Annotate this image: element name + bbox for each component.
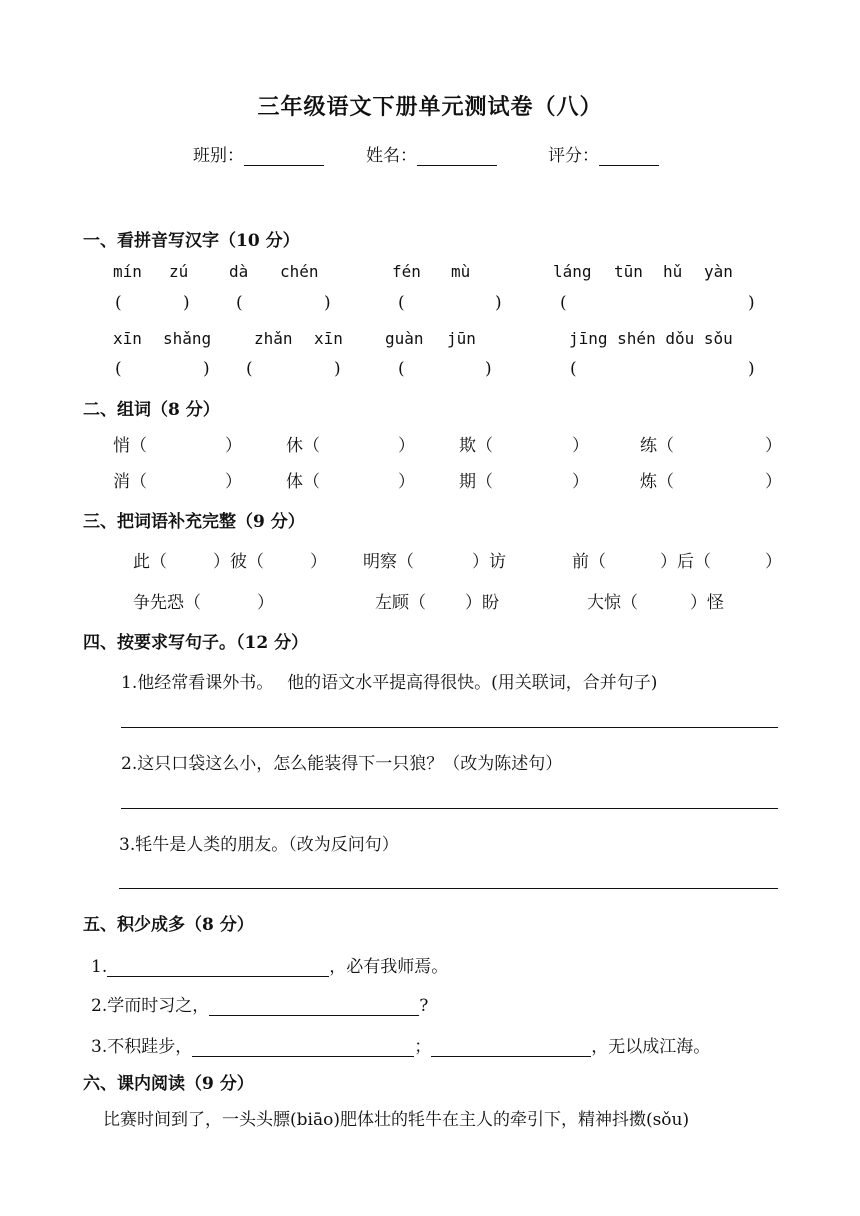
paren-close: ） [572,436,589,456]
paren-open: ( [398,359,405,379]
score-field [548,141,659,166]
pinyin: shǎng [163,329,212,348]
answer-line[interactable] [121,727,778,728]
paren-close: ） [765,472,782,492]
question-text: 2.学而时习之， [91,996,210,1016]
class-field [193,141,324,166]
question-4-1: 1.他经常看课外书。 他的语文水平提高得很快。(用关联词，合并句子) [121,673,658,693]
pinyin: yàn [704,262,733,281]
paren-open: ( [236,293,243,313]
fill-blank[interactable] [192,1038,414,1057]
word-char: 欺（ [459,436,493,456]
question-text: ，无以成江海。 [591,1037,711,1057]
section-4-heading: 四、按要求写句子。（12 分） [83,633,309,653]
section-3-heading: 三、把词语补充完整（9 分） [83,512,305,532]
pinyin: zhǎn [254,329,293,348]
idiom-part: ） [310,552,327,572]
fill-blank[interactable] [107,958,329,977]
idiom-part: 争先恐（ [133,593,201,613]
paren-open: ( [115,293,122,313]
section-2-heading: 二、组词（8 分） [83,400,220,420]
paren-close: ) [748,293,755,313]
pinyin: láng [553,262,592,281]
answer-line[interactable] [121,808,778,809]
idiom-part: 大惊（ [587,593,638,613]
paren-open: ( [115,359,122,379]
question-5-1 [91,952,448,977]
pinyin: dà [229,262,249,281]
paren-open: ( [570,359,577,379]
fill-blank[interactable] [431,1038,591,1057]
pinyin: mù [451,262,471,281]
idiom-part: ）访 [472,552,506,572]
question-4-2: 2.这只口袋这么小，怎么能装得下一只狼？（改为陈述句） [121,754,563,774]
paren-close: ） [572,472,589,492]
answer-line[interactable] [119,888,778,889]
pinyin: chén [280,262,319,281]
paren-close: ) [485,359,492,379]
paren-open: ( [398,293,405,313]
section-6-heading: 六、课内阅读（9 分） [83,1074,254,1094]
class-blank[interactable] [244,147,324,166]
word-char: 炼（ [640,472,674,492]
reading-passage: 比赛时间到了，一头头膘(biāo)肥体壮的牦牛在主人的牵引下，精神抖擞(sǒu) [103,1110,690,1130]
paren-open: ( [246,359,253,379]
question-5-2 [91,991,428,1016]
idiom-part: 前（ [572,552,606,572]
paren-close: ） [398,472,415,492]
idiom-part: 明察（ [363,552,414,572]
paren-close: ） [765,436,782,456]
paren-close: ) [324,293,331,313]
pinyin: guàn [385,329,424,348]
idiom-part: ）盼 [465,593,499,613]
question-4-3: 3.牦牛是人类的朋友。（改为反问句） [119,835,399,855]
paren-close: ) [203,359,210,379]
idiom-part: ） [765,552,782,572]
idiom-part: ）后（ [660,552,711,572]
pinyin: jūn [447,329,476,348]
idiom-part: 此（ [133,552,167,572]
pinyin: hǔ [663,262,683,281]
word-char: 悄（ [113,436,147,456]
pinyin: xīn [113,329,142,348]
idiom-part: 左顾（ [375,593,426,613]
paren-close: ) [495,293,502,313]
idiom-part: ）彼（ [213,552,264,572]
question-text: ； [414,1037,432,1057]
word-char: 消（ [113,472,147,492]
paren-open: ( [560,293,567,313]
pinyin: mín [113,262,142,281]
class-label: 班别： [193,146,244,166]
paren-close: ) [748,359,755,379]
name-field [366,141,497,166]
pinyin: fén [392,262,421,281]
paren-close: ） [398,436,415,456]
idiom-part: ）怪 [690,593,724,613]
word-char: 期（ [459,472,493,492]
word-char: 体（ [286,472,320,492]
question-text: ? [419,996,429,1016]
question-text: ，必有我师焉。 [329,957,449,977]
question-5-3 [91,1032,710,1057]
fill-blank[interactable] [209,997,419,1016]
paren-close: ） [225,472,242,492]
paren-close: ) [183,293,190,313]
name-label: 姓名： [366,146,417,166]
name-blank[interactable] [417,147,497,166]
paren-close: ) [334,359,341,379]
score-blank[interactable] [599,147,659,166]
page-title: 三年级语文下册单元测试卷（八） [257,94,603,120]
section-1-heading: 一、看拼音写汉字（10 分） [83,231,300,251]
question-text: 3.不积跬步， [91,1037,193,1057]
paren-close: ） [225,436,242,456]
pinyin: tūn [614,262,643,281]
idiom-part: ） [257,593,274,613]
pinyin: xīn [314,329,343,348]
score-label: 评分： [548,146,599,166]
word-char: 休（ [286,436,320,456]
pinyin: jīng shén dǒu sǒu [569,329,733,348]
question-number: 1. [91,957,108,977]
pinyin: zú [169,262,189,281]
word-char: 练（ [640,436,674,456]
section-5-heading: 五、积少成多（8 分） [83,915,254,935]
